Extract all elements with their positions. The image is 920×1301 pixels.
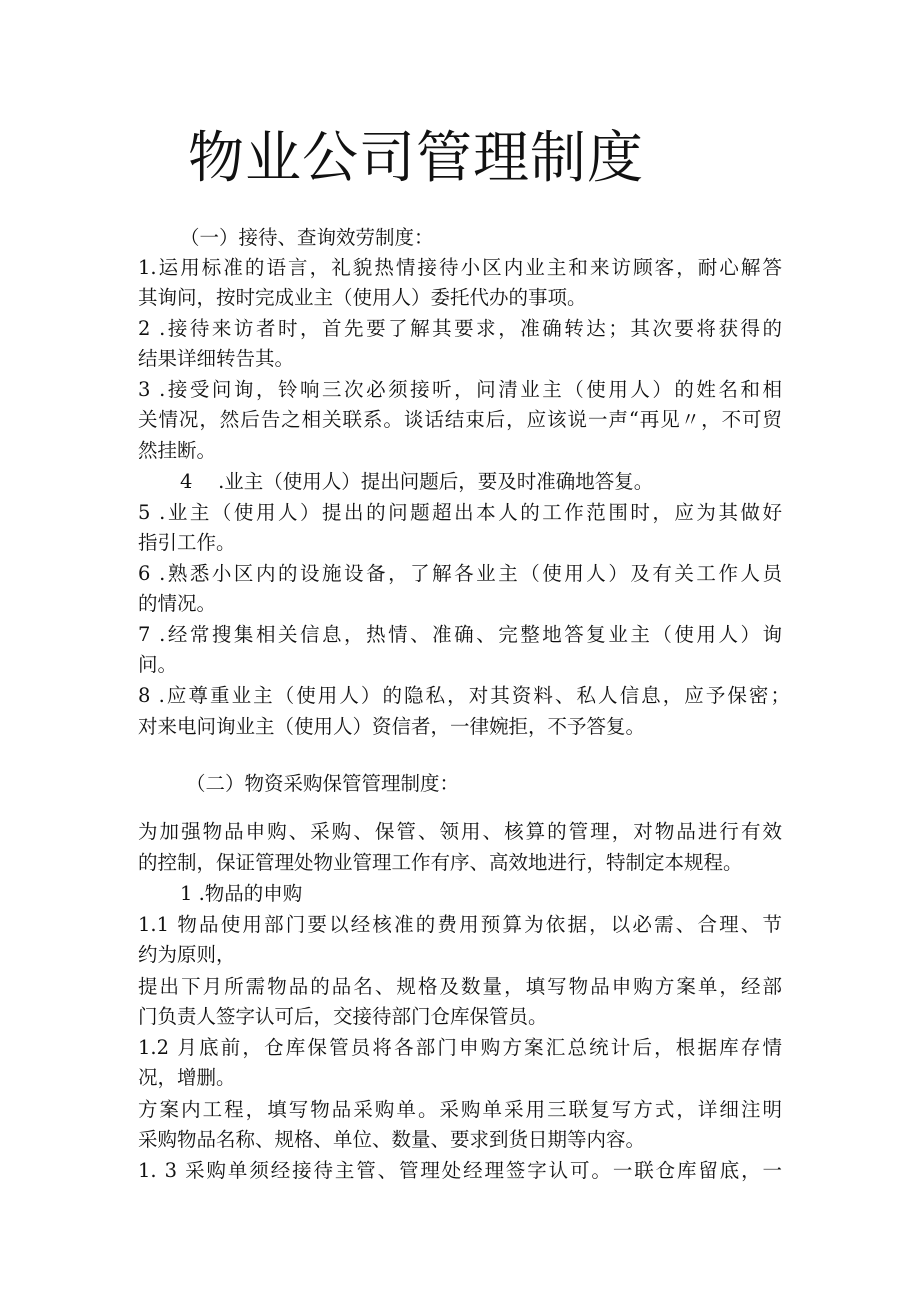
paragraph-line: 1. 3 采购单须经接待主管、管理处经理签字认可。一联仓库留底，一 <box>138 1159 782 1182</box>
paragraph-line: 1 .物品的申购 <box>180 882 303 905</box>
paragraph-line: 5 .业主（使用人）提出的问题超出本人的工作范围时，应为其做好 <box>138 501 782 524</box>
paragraph-line: 约为原则， <box>138 943 236 966</box>
paragraph-line: 8 .应尊重业主（使用人）的隐私，对其资料、私人信息，应予保密； <box>138 684 790 707</box>
paragraph-line: 3 .接受问询，铃响三次必须接听，问清业主（使用人）的姓名和相 <box>138 378 782 401</box>
paragraph-line: 然挂断。 <box>138 439 217 462</box>
paragraph-line: 结果详细转告其。 <box>138 347 295 370</box>
paragraph-line: 对来电问询业主（使用人）资信者，一律婉拒，不予答复。 <box>138 715 646 738</box>
paragraph-line: 关情况，然后告之相关联系。谈话结束后，应该说一声“再见〃，不可贸 <box>138 408 782 431</box>
paragraph-line: 1.2 月底前，仓库保管员将各部门申购方案汇总统计后，根据库存情 <box>138 1036 782 1059</box>
paragraph-line: 指引工作。 <box>138 531 236 554</box>
paragraph-line: 采购物品名称、规格、单位、数量、要求到货日期等内容。 <box>138 1128 646 1151</box>
paragraph-line: 的情况。 <box>138 592 217 615</box>
paragraph-line: 况，增删。 <box>138 1066 236 1089</box>
paragraph-line: 的控制，保证管理处物业管理工作有序、高效地进行，特制定本规程。 <box>138 851 743 874</box>
paragraph-line: 4 .业主（使用人）提出问题后，要及时准确地答复。 <box>180 470 654 493</box>
section-heading-procurement: （二）物资采购保管管理制度： <box>186 772 460 795</box>
paragraph-line: 6 .熟悉小区内的设施设备，了解各业主（使用人）及有关工作人员 <box>138 562 782 585</box>
paragraph-line: 1.1 物品使用部门要以经核准的费用预算为依据，以必需、合理、节 <box>138 913 782 936</box>
paragraph-line: 问。 <box>138 653 178 676</box>
paragraph-line: 1.运用标准的语言，礼貌热情接待小区内业主和来访顾客，耐心解答 <box>138 256 782 279</box>
paragraph-line: 方案内工程，填写物品采购单。采购单采用三联复写方式，详细注明 <box>138 1098 782 1121</box>
paragraph-line: 为加强物品申购、采购、保管、领用、核算的管理，对物品进行有效 <box>138 820 782 843</box>
section-heading-reception: （一）接待、查询效劳制度： <box>180 226 434 249</box>
document-title: 物业公司管理制度 <box>188 126 644 191</box>
paragraph-line: 其询问，按时完成业主（使用人）委托代办的事项。 <box>138 286 587 309</box>
paragraph-line: 7 .经常搜集相关信息，热情、准确、完整地答复业主（使用人）询 <box>138 623 782 646</box>
paragraph-line: 2 .接待来访者时，首先要了解其要求，准确转达；其次要将获得的 <box>138 317 782 340</box>
paragraph-line: 提出下月所需物品的品名、规格及数量，填写物品申购方案单，经部 <box>138 975 782 998</box>
paragraph-line: 门负责人签字认可后，交接待部门仓库保管员。 <box>138 1005 548 1028</box>
